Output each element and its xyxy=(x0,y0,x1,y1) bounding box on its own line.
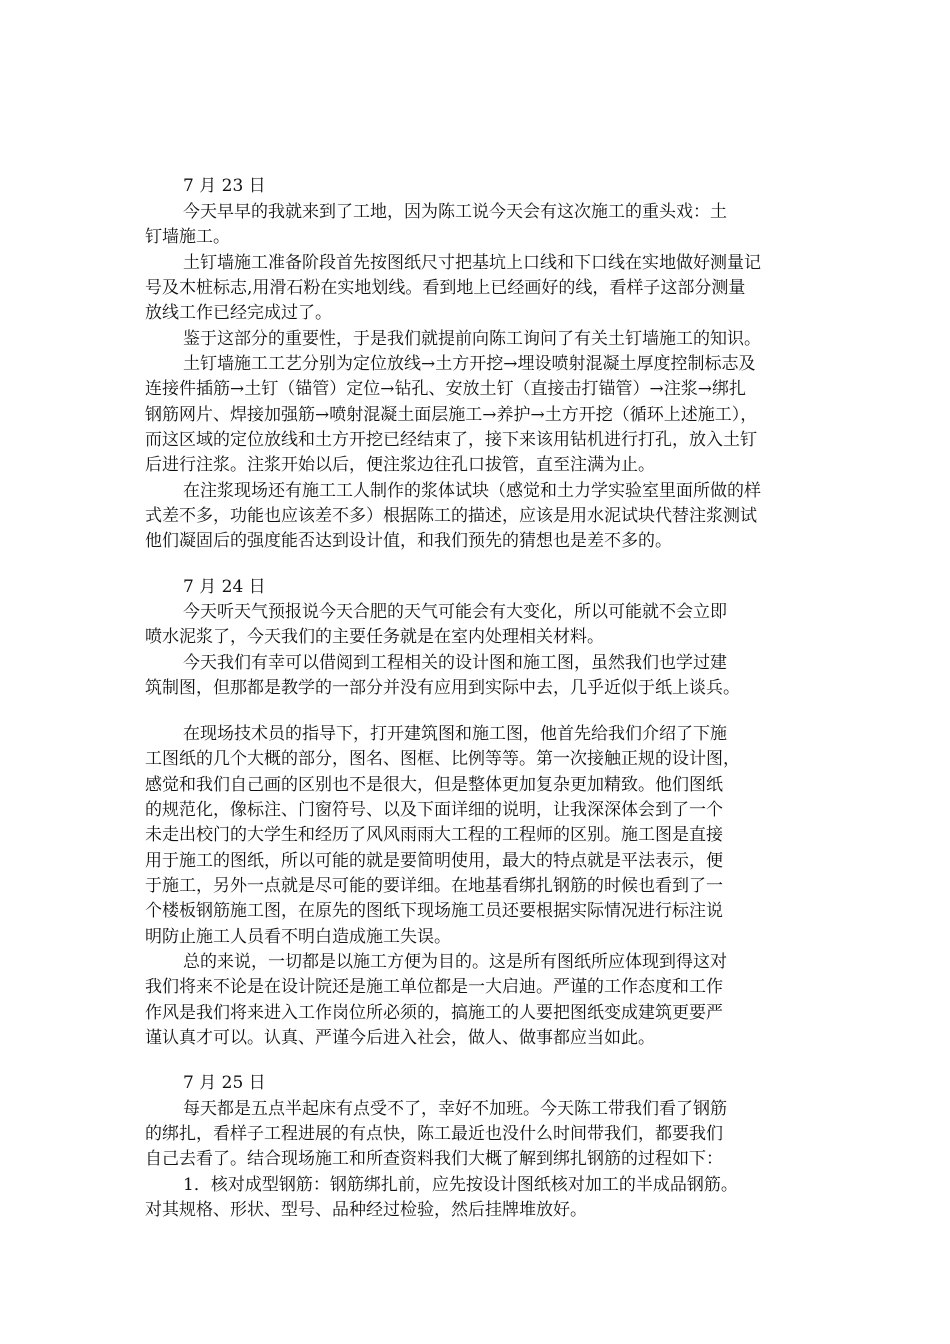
text-line: 感觉和我们自己画的区别也不是很大，但是整体更加复杂更加精致。他们图纸 xyxy=(145,775,723,795)
text-line: 钉墙施工。 xyxy=(145,227,230,247)
text-line: 放线工作已经完成过了。 xyxy=(145,303,332,323)
text-line: 未走出校门的大学生和经历了风风雨雨大工程的工程师的区别。施工图是直接 xyxy=(145,825,723,845)
text-line: 于施工，另外一点就是尽可能的要详细。在地基看绑扎钢筋的时候也看到了一 xyxy=(145,876,723,896)
text-line: 的规范化，像标注、门窗符号、以及下面详细的说明，让我深深体会到了一个 xyxy=(145,800,723,820)
text-line: 而这区域的定位放线和土方开挖已经结束了，接下来该用钻机进行打孔，放入土钉 xyxy=(145,430,757,450)
text-line: 式差不多，功能也应该差不多）根据陈工的描述，应该是用水泥试块代替注浆测试 xyxy=(145,506,757,526)
text-line: 每天都是五点半起床有点受不了，幸好不加班。今天陈工带我们看了钢筋 xyxy=(183,1099,727,1119)
text-line: 他们凝固后的强度能否达到设计值，和我们预先的猜想也是差不多的。 xyxy=(145,531,672,551)
text-line: 的绑扎，看样子工程进展的有点快，陈工最近也没什么时间带我们，都要我们 xyxy=(145,1124,723,1144)
text-line: 在现场技术员的指导下，打开建筑图和施工图，他首先给我们介绍了下施 xyxy=(183,724,727,744)
text-line: 明防止施工人员看不明白造成施工失误。 xyxy=(145,927,451,947)
text-line: 在注浆现场还有施工工人制作的浆体试块（感觉和土力学实验室里面所做的样 xyxy=(183,481,761,501)
text-line: 总的来说，一切都是以施工方便为目的。这是所有图纸所应体现到得这对 xyxy=(183,952,727,972)
text-line: 钢筋网片、焊接加强筋→喷射混凝土面层施工→养护→土方开挖（循环上述施工）， xyxy=(145,405,758,425)
text-line: 号及木桩标志,用滑石粉在实地划线。看到地上已经画好的线，看样子这部分测量 xyxy=(145,278,746,298)
date-heading: 7 月 23 日 xyxy=(183,176,266,196)
date-heading: 7 月 24 日 xyxy=(183,577,266,597)
text-line: 土钉墙施工准备阶段首先按图纸尺寸把基坑上口线和下口线在实地做好测量记 xyxy=(183,253,761,273)
text-line: 土钉墙施工工艺分别为定位放线→土方开挖→埋设喷射混凝土厚度控制标志及 xyxy=(183,354,756,374)
text-line: 用于施工的图纸，所以可能的就是要简明使用，最大的特点就是平法表示，便 xyxy=(145,851,723,871)
date-heading: 7 月 25 日 xyxy=(183,1073,266,1093)
text-line: 作风是我们将来进入工作岗位所必须的，搞施工的人要把图纸变成建筑更要严 xyxy=(145,1003,723,1023)
text-line: 个楼板钢筋施工图，在原先的图纸下现场施工员还要根据实际情况进行标注说 xyxy=(145,901,723,921)
text-line: 今天听天气预报说今天合肥的天气可能会有大变化，所以可能就不会立即 xyxy=(183,602,727,622)
text-line: 连接件插筋→土钉（锚管）定位→钻孔、安放土钉（直接击打锚管）→注浆→绑扎 xyxy=(145,379,746,399)
text-line: 1．核对成型钢筋：钢筋绑扎前，应先按设计图纸核对加工的半成品钢筋。 xyxy=(183,1175,738,1195)
text-line: 筑制图，但那都是教学的一部分并没有应用到实际中去，几乎近似于纸上谈兵。 xyxy=(145,678,740,698)
text-line: 今天早早的我就来到了工地，因为陈工说今天会有这次施工的重头戏：土 xyxy=(183,202,727,222)
text-line: 自己去看了。结合现场施工和所查资料我们大概了解到绑扎钢筋的过程如下： xyxy=(145,1149,723,1169)
text-line: 鉴于这部分的重要性，于是我们就提前向陈工询问了有关土钉墙施工的知识。 xyxy=(183,329,761,349)
text-line: 喷水泥浆了，今天我们的主要任务就是在室内处理相关材料。 xyxy=(145,627,604,647)
text-line: 后进行注浆。注浆开始以后，便注浆边往孔口拔管，直至注满为止。 xyxy=(145,455,655,475)
text-line: 对其规格、形状、型号、品种经过检验，然后挂牌堆放好。 xyxy=(145,1200,587,1220)
text-line: 今天我们有幸可以借阅到工程相关的设计图和施工图，虽然我们也学过建 xyxy=(183,653,727,673)
text-line: 谨认真才可以。认真、严谨今后进入社会，做人、做事都应当如此。 xyxy=(145,1028,655,1048)
text-line: 我们将来不论是在设计院还是施工单位都是一大启迪。严谨的工作态度和工作 xyxy=(145,977,723,997)
text-line: 工图纸的几个大概的部分，图名、图框、比例等等。第一次接触正规的设计图， xyxy=(145,749,740,769)
